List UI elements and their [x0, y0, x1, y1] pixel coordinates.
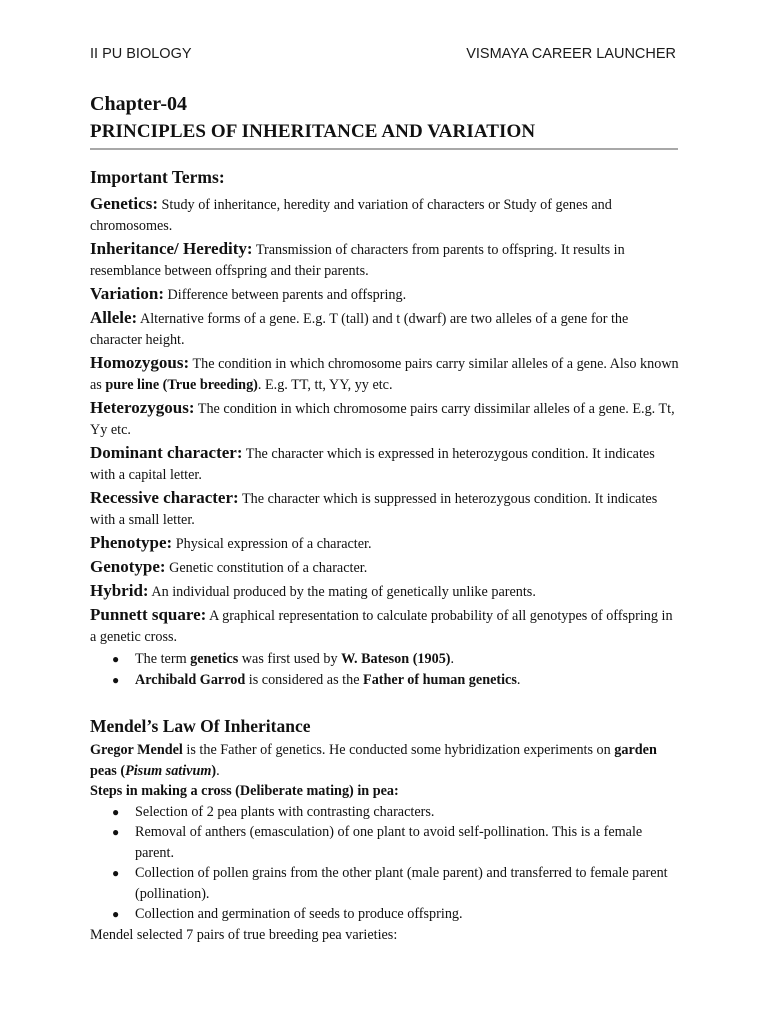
- title-divider: [90, 148, 678, 150]
- term-inheritance: [90, 238, 680, 282]
- term-definition: Alternative forms of a gene. E.g. T (tall) and t (dwarf) are two alleles of a gene for the character height.: [90, 311, 629, 348]
- header-subject: II PU BIOLOGY: [90, 46, 192, 62]
- list-item: ● Collection of pollen grains from the other plant (male parent) and transferred to female parent (pollination).: [112, 865, 668, 902]
- facts-list: [90, 649, 680, 690]
- list-item: ● Collection and germination of seeds to produce offspring.: [90, 904, 680, 925]
- term-dominant: [90, 442, 680, 486]
- bullet-icon: ●: [112, 804, 120, 819]
- term-recessive: [90, 487, 680, 531]
- mendel-heading: Mendel’s Law Of Inheritance: [90, 716, 311, 736]
- term-name: Variation:: [90, 284, 164, 303]
- term-punnett-square: [90, 604, 680, 648]
- term-definition: The condition in which chromosome pairs carry dissimilar alleles of a gene. E.g. Tt, Yy etc.: [90, 401, 675, 438]
- header-institute: VISMAYA CAREER LAUNCHER: [466, 46, 676, 62]
- term-definition: The character which is suppressed in heterozygous condition. It indicates with a small letter.: [90, 491, 658, 528]
- bullet-icon: ●: [112, 652, 120, 666]
- term-definition: Difference between parents and offspring.: [164, 287, 407, 303]
- term-homozygous: [90, 352, 680, 396]
- chapter-number: Chapter-04: [90, 93, 188, 115]
- term-phenotype: [90, 532, 680, 555]
- term-definition: Transmission of characters from parents to offspring. It results in resemblance between offspring and their parents.: [90, 242, 625, 279]
- document-body: [90, 165, 680, 945]
- term-definition: A graphical representation to calculate probability of all genotypes of offspring in a genetic cross.: [90, 608, 673, 645]
- term-name: Genetics:: [90, 194, 158, 213]
- steps-list: [90, 802, 680, 925]
- mendel-closing: Mendel selected 7 pairs of true breeding pea varieties:: [90, 926, 398, 943]
- term-definition: The character which is expressed in heterozygous condition. It indicates with a capital letter.: [90, 446, 655, 483]
- term-name: Inheritance/ Heredity:: [90, 239, 253, 258]
- term-definition: Physical expression of a character.: [172, 536, 372, 552]
- term-hybrid: [90, 580, 680, 603]
- page-header: [90, 46, 676, 62]
- steps-heading: Steps in making a cross (Deliberate mating) in pea:: [90, 783, 399, 799]
- list-item: ● Selection of 2 pea plants with contrasting characters.: [90, 802, 680, 823]
- term-genotype: [90, 556, 680, 579]
- list-item: ● Removal of anthers (emasculation) of one plant to avoid self-pollination. This is a female parent.: [112, 824, 643, 861]
- term-variation: [90, 283, 680, 306]
- term-name: Homozygous:: [90, 353, 190, 372]
- term-name: Genotype:: [90, 557, 166, 576]
- term-definition-bold: pure line (True breeding): [105, 377, 258, 393]
- term-definition: The condition in which chromosome pairs carry similar alleles of a gene. Also known as: [90, 356, 679, 393]
- term-definition-end: . E.g. TT, tt, YY, yy etc.: [257, 377, 393, 393]
- list-item: ● Archibald Garrod is considered as the Father of human genetics.: [90, 670, 680, 691]
- term-name: Phenotype:: [90, 533, 173, 552]
- term-allele: [90, 307, 680, 351]
- important-terms-heading: Important Terms:: [90, 167, 225, 187]
- term-genetics: [90, 193, 680, 237]
- bullet-icon: ●: [112, 866, 120, 880]
- term-name: Heterozygous:: [90, 398, 195, 417]
- term-name: Dominant character:: [90, 443, 243, 462]
- term-name: Punnett square:: [90, 605, 207, 624]
- term-definition: An individual produced by the mating of genetically unlike parents.: [148, 584, 536, 600]
- list-item: ● The term genetics was first used by W. Bateson (1905).: [90, 649, 680, 670]
- term-name: Recessive character:: [90, 488, 239, 507]
- term-name: Hybrid:: [90, 581, 149, 600]
- term-definition: Study of inheritance, heredity and variation of characters or Study of genes and chromosomes.: [90, 197, 612, 234]
- term-heterozygous: [90, 397, 680, 441]
- term-name: Allele:: [90, 308, 138, 327]
- bullet-icon: ●: [112, 907, 120, 921]
- bullet-icon: ●: [112, 825, 120, 839]
- mendel-intro: Gregor Mendel is the Father of genetics. He conducted some hybridization experiments on garden peas (Pisum sativum).: [90, 742, 657, 779]
- term-definition: Genetic constitution of a character.: [165, 560, 368, 576]
- page-title: PRINCIPLES OF INHERITANCE AND VARIATION: [90, 121, 536, 142]
- bullet-icon: ●: [112, 672, 120, 687]
